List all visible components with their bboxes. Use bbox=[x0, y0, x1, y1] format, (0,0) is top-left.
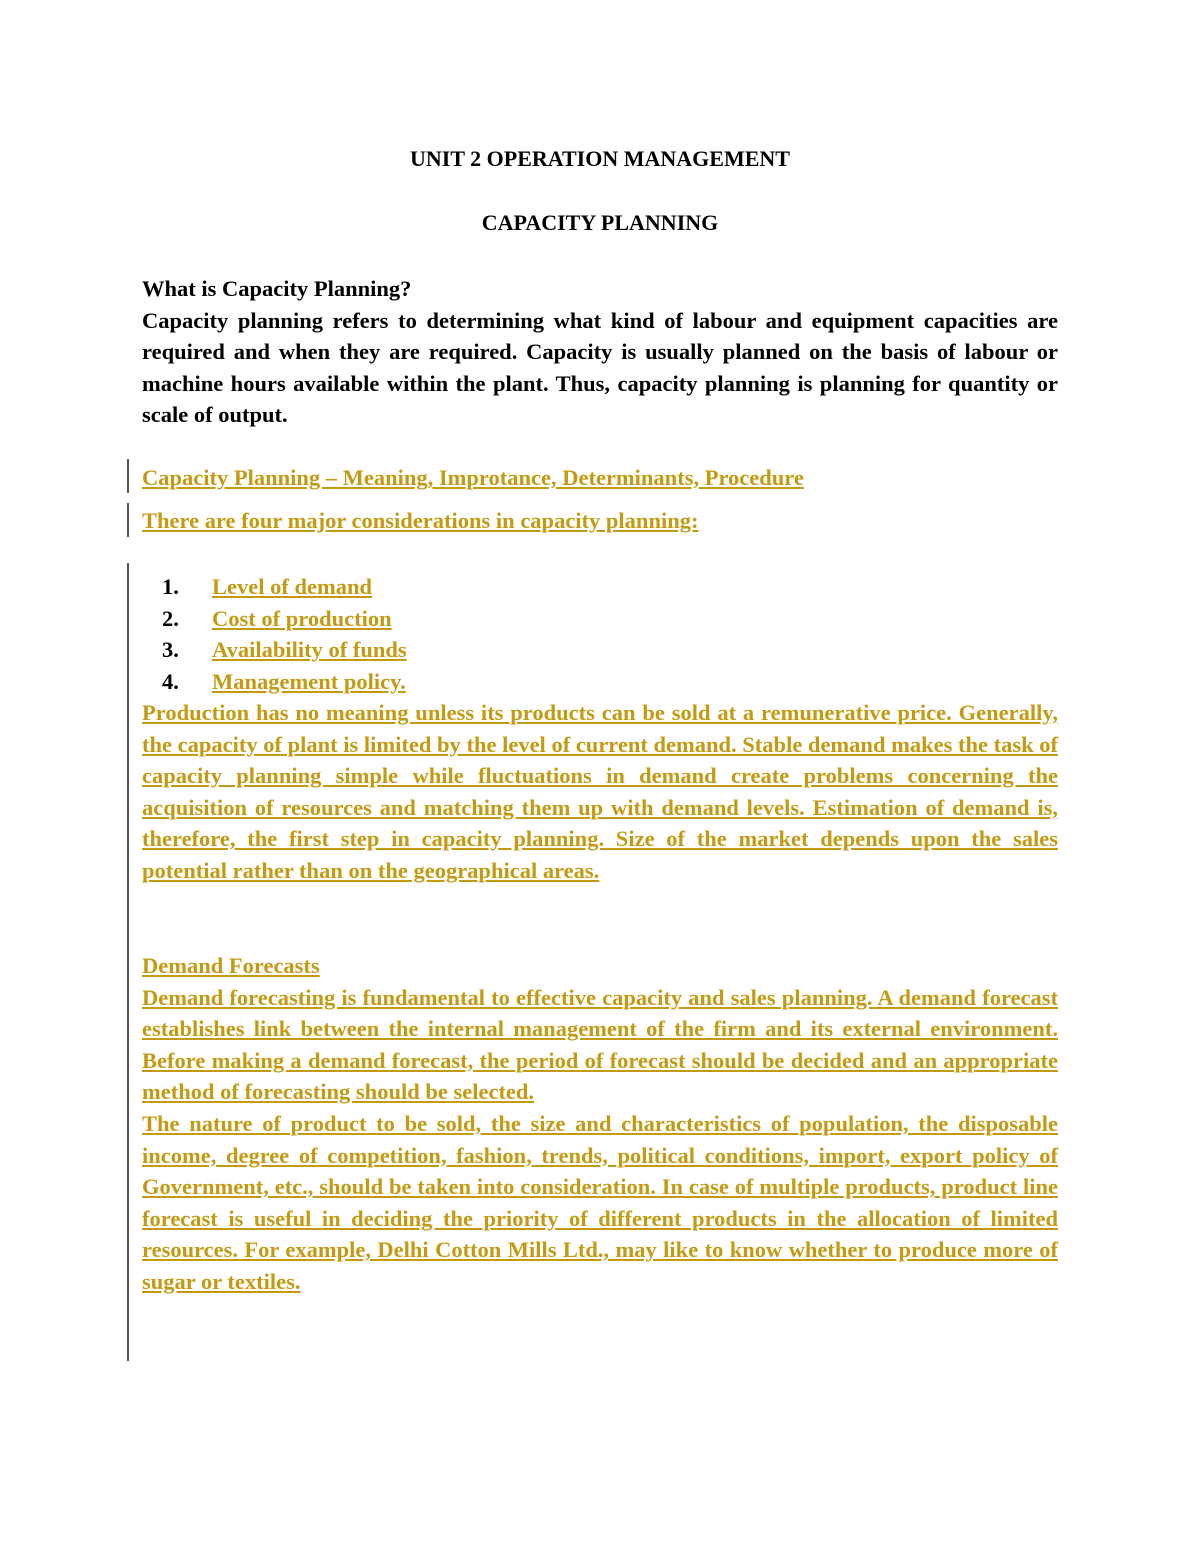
forecast-paragraph: The nature of product to be sold, the size and characteristics of population, the disposable income, degree of competition, fashion, trends, political conditions, import, export policy of Government, etc., should be taken into consideration. In case of multiple products, product line forecast is useful in deciding the priority of different products in the allocation of limited resources. For example, Delhi Cotton Mills Ltd., may like to know whether to produce more of sugar or textiles. bbox=[142, 1110, 1058, 1294]
forecast-paragraph: Demand forecasting is fundamental to effective capacity and sales planning. A demand forecast establishes link between the internal management of the firm and its external environment. Before making a demand forecast, the period of forecast should be decided and an appropriate method of forecasting should be selected. bbox=[142, 984, 1058, 1105]
change-bar bbox=[127, 503, 129, 537]
considerations-heading: There are four major considerations in capacity planning: bbox=[142, 508, 699, 533]
list-item bbox=[162, 603, 407, 635]
document-page bbox=[142, 0, 1058, 1553]
considerations-list bbox=[162, 571, 407, 697]
change-bar bbox=[127, 563, 129, 1361]
list-number: 2. bbox=[162, 605, 179, 631]
intro-section bbox=[142, 273, 1058, 431]
demand-paragraph: Production has no meaning unless its products can be sold at a remunerative price. Generally, the capacity of plant is limited by the level of current demand. Stable demand makes the task of capacity planning simple while fluctuations in demand create problems concerning the acquisition of resources and matching them up with demand levels. Estimation of demand is, therefore, the first step in capacity planning. Size of the market depends upon the sales potential rather than on the geographical areas. bbox=[142, 700, 1058, 883]
list-label: Cost of production bbox=[212, 605, 392, 631]
question-heading: What is Capacity Planning? bbox=[142, 276, 412, 301]
list-number: 1. bbox=[162, 574, 179, 599]
list-item bbox=[162, 571, 407, 603]
list-number: 3. bbox=[162, 637, 179, 663]
heading-link[interactable]: Capacity Planning – Meaning, Improtance, Determinants, Procedure bbox=[142, 465, 804, 490]
intro-paragraph: Capacity planning refers to determining what kind of labour and equipment capacities are required and when they are required. Capacity is usually planned on the basis of labour or machine hours available within the plant. Thus, capacity planning is planning for quantity or scale of output. bbox=[142, 307, 1058, 428]
list-label: Availability of funds bbox=[212, 637, 407, 663]
change-bar bbox=[127, 459, 129, 493]
list-number: 4. bbox=[162, 668, 179, 694]
list-label: Level of demand bbox=[212, 574, 372, 599]
section-title: CAPACITY PLANNING bbox=[481, 210, 719, 235]
unit-title: UNIT 2 OPERATION MANAGEMENT bbox=[410, 146, 790, 171]
list-item bbox=[162, 666, 407, 698]
list-item bbox=[162, 634, 407, 666]
forecast-heading: Demand Forecasts bbox=[142, 953, 320, 978]
list-label: Management policy. bbox=[212, 668, 406, 694]
forecast-section bbox=[142, 950, 1058, 1298]
